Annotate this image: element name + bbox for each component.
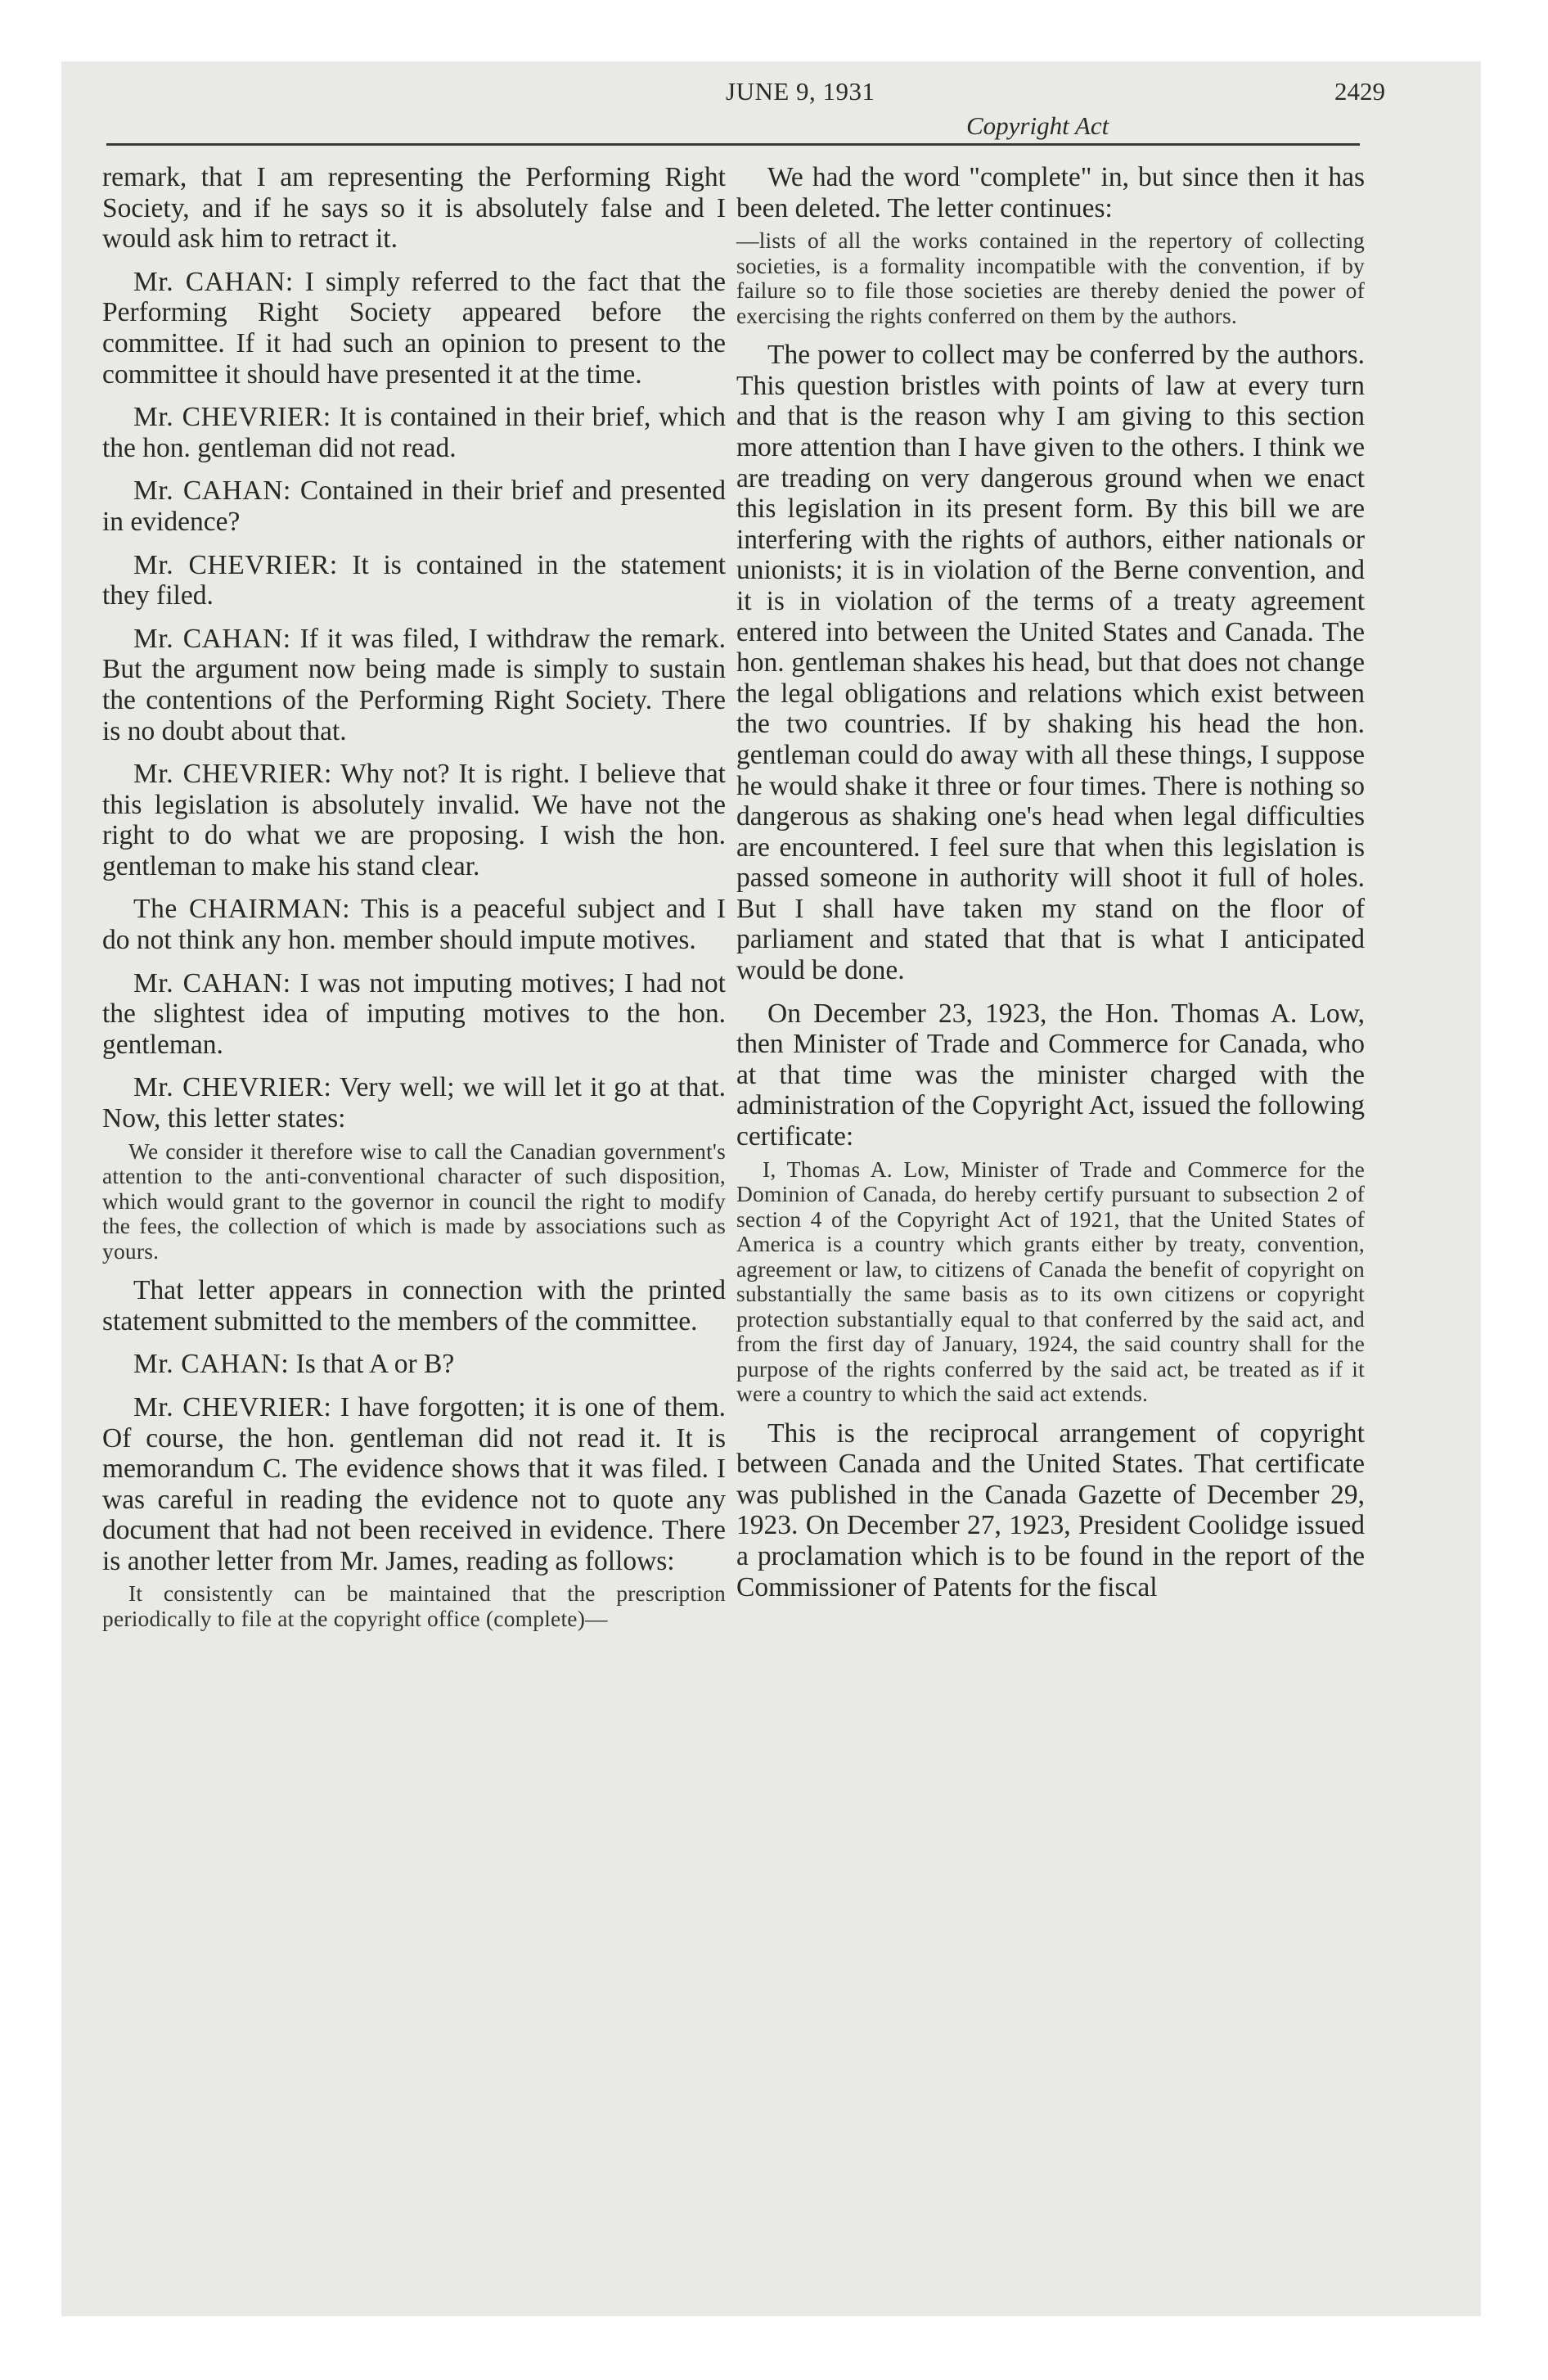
paragraph: This is the reciprocal arrangement of copyright between Canada and the United States. That certificate was published in the Canada Gazette of December 29, 1923. On December 27, 1923, President Coolidge issued a proclamation which is to be found in the report of the Commissioner of Patents for the fiscal bbox=[736, 1418, 1365, 1602]
header-date: JUNE 9, 1931 bbox=[726, 77, 875, 106]
paragraph bbox=[102, 1349, 726, 1380]
paragraph bbox=[102, 162, 726, 255]
speaker: Mr. CHEVRIER: bbox=[133, 1072, 332, 1103]
paragraph bbox=[102, 759, 726, 881]
paragraph: On December 23, 1923, the Hon. Thomas A. Low, then Minister of Trade and Commerce for Canada, who at that time was the minister charged with the administration of the Copyright Act, issued the following certificate: bbox=[736, 998, 1365, 1152]
paragraph-text: I was not imputing motives; I had not the slightest idea of imputing motives to the hon. gentleman. bbox=[102, 967, 726, 1060]
header-subject: Copyright Act bbox=[966, 111, 1109, 140]
header-page-number: 2429 bbox=[1334, 77, 1385, 106]
paragraph bbox=[102, 267, 726, 390]
speaker: The CHAIRMAN: bbox=[133, 894, 351, 925]
paragraph: We had the word "complete" in, but since then it has been deleted. The letter continues: bbox=[736, 162, 1365, 223]
paragraph-text: That letter appears in connection with the printed statement submitted to the members of the committee. bbox=[102, 1275, 726, 1336]
speaker: Mr. CAHAN: bbox=[133, 967, 291, 998]
block-quote: We consider it therefore wise to call the Canadian government's attention to the anti-conventional character of such disposition, which would grant to the governor in council the right to modify the fees, the collection of which is made by associations such as yours. bbox=[102, 1138, 726, 1264]
paragraph-text: Is that A or B? bbox=[289, 1349, 455, 1380]
speaker: Mr. CAHAN: bbox=[133, 623, 291, 654]
header-rule bbox=[106, 143, 1360, 146]
speaker: Mr. CHEVRIER: bbox=[133, 1391, 332, 1422]
paragraph-text: Very well; we will let it go at that. Now, this letter states: bbox=[102, 1072, 726, 1134]
speaker: Mr. CAHAN: bbox=[133, 1349, 290, 1380]
paragraph-text: I simply referred to the fact that the Performing Right Society appeared before the committee. If it had such an opinion to present to the committee it should have presented it at the time. bbox=[102, 266, 726, 390]
speaker: Mr. CHEVRIER: bbox=[133, 549, 338, 580]
paragraph bbox=[102, 894, 726, 955]
paragraph-text: Contained in their brief and presented in evidence? bbox=[102, 476, 726, 537]
paragraph: The power to collect may be conferred by the authors. This question bristles with points of law at every turn and that is the reason why I am giving to this section more attention than I have given to the others. I think we are treading on very dangerous ground when we enact this legislation in its present form. By this bill we are interfering with the rights of authors, either nationals or unionists; it is in violation of the Berne convention, and it is in violation of the terms of a treaty agreement entered into between the United States and Canada. The hon. gentleman shakes his head, but that does not change the legal obligations and relations which exist between the two countries. If by shaking his head the hon. gentleman could do away with all these things, I suppose he would shake it three or four times. There is nothing so dangerous as shaking one's head when legal difficulties are encountered. I feel sure that when this legislation is passed someone in authority will shoot it full of holes. But I shall have taken my stand on the floor of parliament and stated that that is what I anticipated would be done. bbox=[736, 340, 1365, 986]
paragraph-text: It is contained in their brief, which the hon. gentleman did not read. bbox=[102, 402, 726, 463]
paragraph bbox=[102, 550, 726, 611]
paragraph bbox=[102, 624, 726, 746]
left-column bbox=[102, 162, 726, 1643]
paragraph bbox=[102, 1275, 726, 1336]
paragraph-text: If it was filed, I withdraw the remark. But the argument now being made is simply to sustain the contentions of the Performing Right Society. There is no doubt about that. bbox=[102, 623, 726, 746]
paragraph-text: remark, that I am representing the Performing Right Society, and if he says so it is absolutely false and I would ask him to retract it. bbox=[102, 162, 726, 255]
block-quote: It consistently can be maintained that the prescription periodically to file at the copyright office (complete)— bbox=[102, 1580, 726, 1631]
paragraph bbox=[102, 476, 726, 537]
speaker: Mr. CHEVRIER: bbox=[133, 759, 332, 790]
block-quote: I, Thomas A. Low, Minister of Trade and Commerce for the Dominion of Canada, do hereby certify pursuant to subsection 2 of section 4 of the Copyright Act of 1921, that the United States of America is a country which grants either by treaty, convention, agreement or law, to citizens of Canada the benefit of copyright on substantially the same basis as to its own citizens or copyright protection substantially equal to that conferred by the said act, and from the first day of January, 1924, the said country shall for the purpose of the rights conferred by the said act, be treated as if it were a country to which the said act extends. bbox=[736, 1156, 1365, 1407]
speaker: Mr. CAHAN: bbox=[133, 476, 291, 507]
speaker: Mr. CHEVRIER: bbox=[133, 402, 331, 433]
paragraph-text: It is contained in the statement they filed. bbox=[102, 549, 727, 611]
paragraph bbox=[102, 968, 726, 1061]
paragraph-text: This is a peaceful subject and I do not think any hon. member should impute motives. bbox=[102, 894, 726, 956]
paragraph bbox=[102, 1072, 726, 1134]
speaker: Mr. CAHAN: bbox=[133, 266, 294, 297]
paragraph-text: I have forgotten; it is one of them. Of course, the hon. gentleman did not read it. It is memorandum C. The evidence shows that it was filed. I was careful in reading the evidence not to quote any document that had not been received in evidence. There is another letter from Mr. James, reading as follows: bbox=[102, 1391, 727, 1576]
paragraph bbox=[102, 402, 726, 463]
paragraph bbox=[102, 1392, 726, 1577]
block-quote: —lists of all the works contained in the repertory of collecting societies, is a formality incompatible with the convention, if by failure so to file those societies are thereby denied the power of exercising the rights conferred on them by the authors. bbox=[736, 228, 1365, 328]
paragraph-text: Why not? It is right. I believe that this legislation is absolutely invalid. We have not the right to do what we are proposing. I wish the hon. gentleman to make his stand clear. bbox=[102, 759, 726, 881]
right-column bbox=[736, 162, 1365, 1615]
